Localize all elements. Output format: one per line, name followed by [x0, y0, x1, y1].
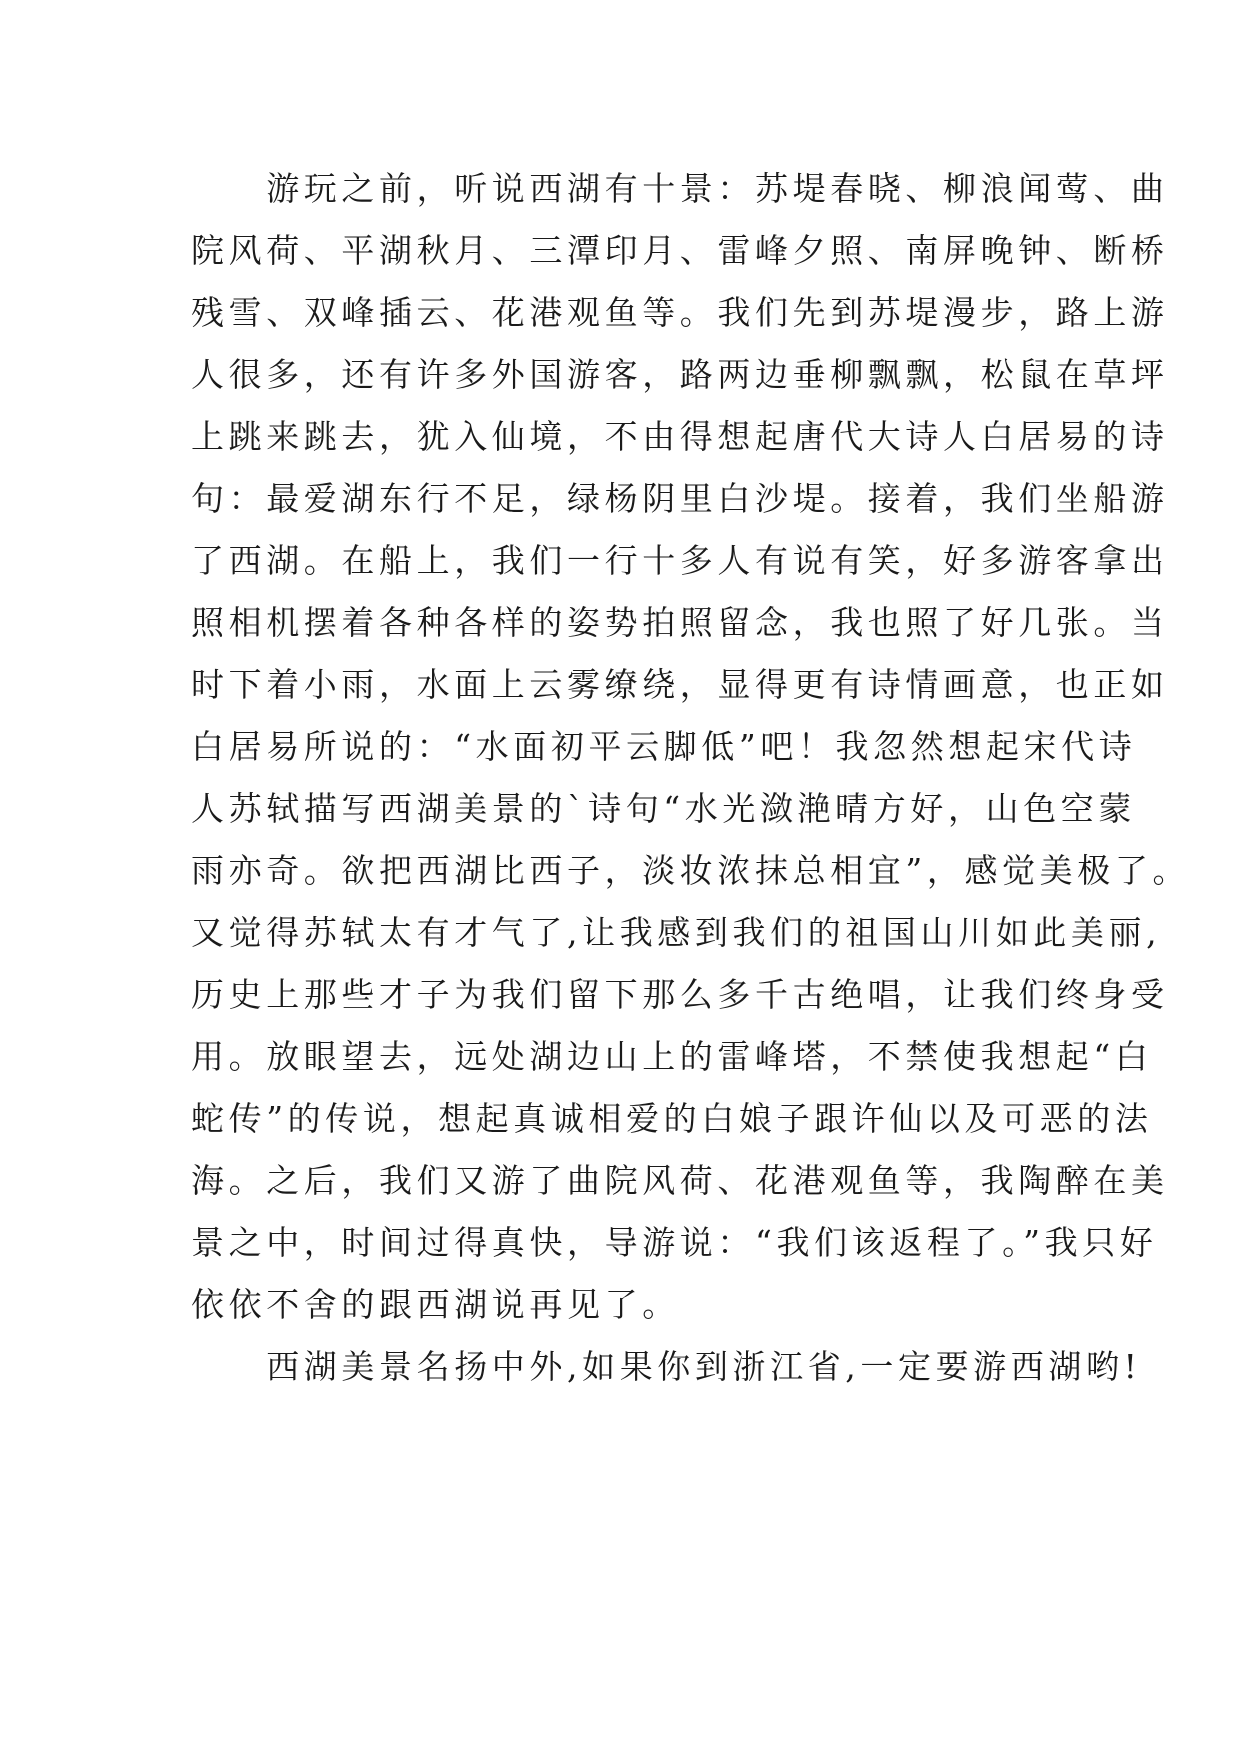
text-line: 人很多，还有许多外国游客，路两边垂柳飘飘，松鼠在草坪 [191, 355, 1169, 394]
text-line: 残雪、双峰插云、花港观鱼等。我们先到苏堤漫步，路上游 [191, 293, 1169, 332]
text-line: 游玩之前，听说西湖有十景：苏堤春晓、柳浪闻莺、曲 [191, 169, 1169, 208]
text-line: 上跳来跳去，犹入仙境，不由得想起唐代大诗人白居易的诗 [191, 417, 1169, 456]
text-line: 雨亦奇。欲把西湖比西子，淡妆浓抹总相宜”，感觉美极了。 [191, 851, 1191, 890]
text-line: 西湖美景名扬中外,如果你到浙江省,一定要游西湖哟! [191, 1347, 1142, 1386]
text-line: 景之中，时间过得真快，导游说：“我们该返程了。”我只好 [191, 1223, 1158, 1262]
text-line: 照相机摆着各种各样的姿势拍照留念，我也照了好几张。当 [191, 603, 1169, 642]
paragraph-2 [191, 1336, 1142, 1398]
text-line: 人苏轼描写西湖美景的`诗句“水光潋滟晴方好，山色空蒙 [191, 789, 1136, 828]
text-line: 依依不舍的跟西湖说再见了。 [191, 1285, 680, 1324]
document-body [191, 158, 1191, 1398]
text-line: 了西湖。在船上，我们一行十多人有说有笑，好多游客拿出 [191, 541, 1169, 580]
text-line: 时下着小雨，水面上云雾缭绕，显得更有诗情画意，也正如 [191, 665, 1169, 704]
text-line: 又觉得苏轼太有才气了,让我感到我们的祖国山川如此美丽, [191, 913, 1162, 952]
text-line: 蛇传”的传说，想起真诚相爱的白娘子跟许仙以及可恶的法 [191, 1099, 1153, 1138]
text-line: 海。之后，我们又游了曲院风荷、花港观鱼等，我陶醉在美 [191, 1161, 1169, 1200]
text-line: 用。放眼望去，远处湖边山上的雷峰塔，不禁使我想起“白 [191, 1037, 1153, 1076]
text-line: 白居易所说的：“水面初平云脚低”吧！我忽然想起宋代诗 [191, 727, 1137, 766]
text-line: 历史上那些才子为我们留下那么多千古绝唱，让我们终身受 [191, 975, 1169, 1014]
text-line: 句：最爱湖东行不足，绿杨阴里白沙堤。接着，我们坐船游 [191, 479, 1169, 518]
paragraph-1 [191, 158, 1191, 1336]
text-line: 院风荷、平湖秋月、三潭印月、雷峰夕照、南屏晚钟、断桥 [191, 231, 1169, 270]
